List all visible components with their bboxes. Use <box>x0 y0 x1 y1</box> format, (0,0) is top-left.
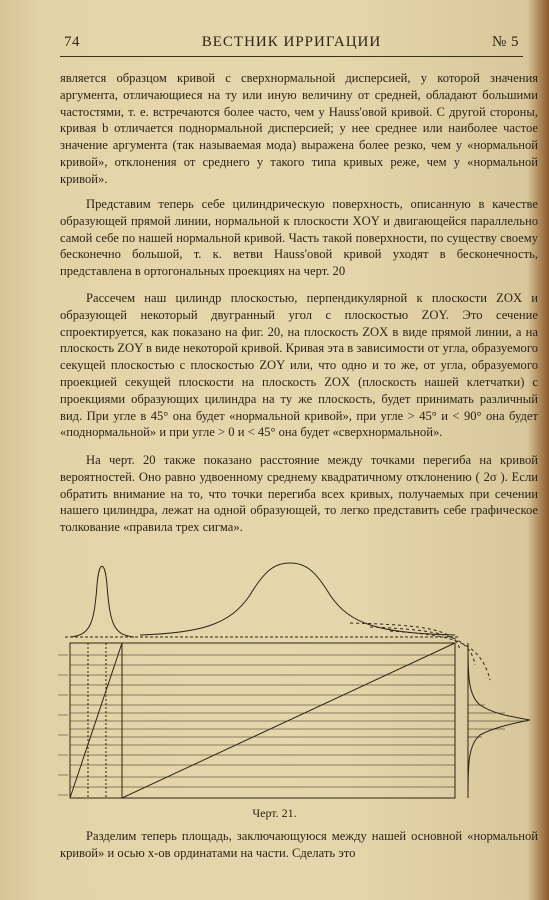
page-number: 74 <box>64 34 80 50</box>
paragraph-1 <box>60 70 538 188</box>
figure-drawing <box>50 555 545 805</box>
paragraph-3-text: Рассечем наш цилиндр плоскостью, перпендикулярной к плоскости ZOX и образующей некоторый двугранный угол с плоскостью ZOY. Это сечение спроектируется, как показано на фиг. 20, на плоскость ZOX в виде прямой линии, а на плоскость ZOY в виде некоторой кривой. Кривая эта в зависимости от угла, образуемого секущей плоскостью с плоскостью ZOY или, что одно и то же, от угла, образуемого проекцией секущей плоскости на плоскость ZOX (плоскость нашей клетчатки) с проекциями образующих цилиндра на ту же плоскость, будет принимать различный вид. При угле в 45° она будет «нормальной кривой», при угле > 45° и < 90° она будет «поднормальной» и при угле > 0 и < 45° она будет «сверхнормальной». <box>60 291 538 440</box>
section-line-diagonal <box>122 643 455 798</box>
paragraph-2 <box>60 196 538 280</box>
paragraph-4-text: На черт. 20 также показано расстояние между точками перегиба на кривой вероятностей. Оно равно удвоенному среднему квадратичному отклонению ( 2σ ). Если обратить внимание на то, что точки перегиба всех кривых, получаемых при сечении нашего цилиндра, лежат на одной образующей, то легко представить себе графическое толкование «правила трех сигма». <box>60 453 538 535</box>
paragraph-5-text: Разделим теперь площадь, заключающуюся между нашей основной «нормальной кривой» и осью x-ов ординатами на части. Сделать это <box>60 829 538 860</box>
issue-number: № 5 <box>491 34 519 50</box>
grid-box <box>70 643 455 798</box>
paragraph-5 <box>60 828 538 862</box>
section-line-steep <box>70 643 122 798</box>
page-header <box>60 34 523 57</box>
normal-curve <box>140 563 455 635</box>
subnormal-curve <box>70 566 134 637</box>
side-profile-curve <box>468 643 530 798</box>
paragraph-2-text: Представим теперь себе цилиндрическую поверхность, описанную в качестве образующей прямой линии, нормальной к плоскости XOY и двигающейся параллельно самой себе по нашей нормальной кривой. Часть такой поверхности, по существу своему бесконечно большой, т. к. ветви Hauss'овой кривой уходят в бесконечность, представлена в ортогональных проекциях на черт. 20 <box>60 197 538 279</box>
paragraph-1-text: является образцом кривой с сверхнормальной дисперсией, у которой значения аргумента, отличающиеся на ту или иную величину от средней, обладают большими частостями, т. е. встречаются более часто, чем у Hauss'овой кривой. С другой стороны, кривая b отличается поднормальной дисперсией; у нее среднее или наиболее частое значение аргумента (так называемая мода) выражена более резко, чем у «нормальной кривой», отклонения от среднего у такого типа кривых реже, чем у «нормальной кривой». <box>60 71 538 186</box>
journal-title: ВЕСТНИК ИРРИГАЦИИ <box>201 34 382 50</box>
grid-horizontal-lines <box>70 655 455 787</box>
figure-caption: Черт. 21. <box>252 806 297 820</box>
paragraph-3 <box>60 290 538 441</box>
paragraph-4 <box>60 452 538 536</box>
